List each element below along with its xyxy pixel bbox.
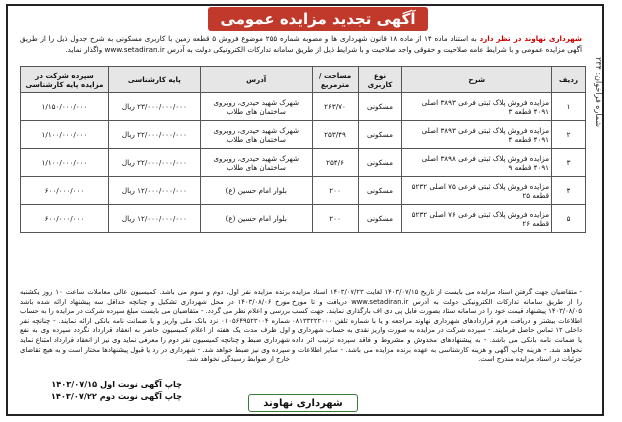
cell-base-price: ۲۲/۰۰۰/۰۰۰/۰۰۰ ریال bbox=[108, 149, 200, 177]
cell-row-number: ۱ bbox=[552, 93, 586, 121]
publication-dates bbox=[22, 378, 182, 402]
title-banner bbox=[208, 7, 428, 31]
cell-usage: مسکونی bbox=[358, 93, 402, 121]
cell-description: مزایده فروش پلاک ثبتی فرعی ۷۵ اصلی ۵۲۳۲ قطعه ۲۵ bbox=[402, 177, 552, 205]
cell-base-price: ۱۲/۰۰۰/۰۰۰/۰۰۰ ریال bbox=[108, 205, 200, 233]
cell-description: مزایده فروش پلاک ثبتی فرعی ۳۸۹۳ اصلی ۴۰۹۱ قطعه ۳ bbox=[402, 93, 552, 121]
cell-description: مزایده فروش پلاک ثبتی فرعی ۷۶ اصلی ۵۲۳۲ قطعه ۲۶ bbox=[402, 205, 552, 233]
header-description: شرح bbox=[402, 67, 552, 93]
table-row bbox=[21, 149, 586, 177]
cell-row-number: ۴ bbox=[552, 177, 586, 205]
notice-title: آگهی تجدید مزایده عمومی bbox=[220, 10, 416, 28]
cell-area: ۲۶۳/۷۰ bbox=[312, 93, 358, 121]
table-row bbox=[21, 93, 586, 121]
cell-address: شهرک شهید حیدری، روبروی ساختمان های طلاب bbox=[200, 93, 312, 121]
cell-description: مزایده فروش پلاک ثبتی فرعی ۳۸۹۸ اصلی ۴۰۹۱ قطعه ۹ bbox=[402, 149, 552, 177]
notice-frame bbox=[6, 4, 604, 416]
side-label: شماره فراخوان: ۲۳۴ bbox=[594, 56, 603, 128]
header-row-number: ردیف bbox=[552, 67, 586, 93]
intro-lead: شهرداری نهاوند در نظر دارد bbox=[479, 34, 582, 43]
cell-area: ۲۵۴/۶ bbox=[312, 149, 358, 177]
cell-row-number: ۲ bbox=[552, 121, 586, 149]
auction-table bbox=[20, 66, 586, 233]
header-address: آدرس bbox=[200, 67, 312, 93]
cell-base-price: ۲۳/۰۰۰/۰۰۰/۰۰۰ ریال bbox=[108, 93, 200, 121]
second-publication-date: چاپ آگهی نوبت دوم ۱۴۰۳/۰۷/۲۲ bbox=[50, 391, 182, 401]
cell-deposit: ۱/۱۰۰/۰۰۰/۰۰۰ bbox=[21, 149, 109, 177]
cell-row-number: ۳ bbox=[552, 149, 586, 177]
cell-address: شهرک شهید حیدری، روبروی ساختمان های طلاب bbox=[200, 149, 312, 177]
cell-description: مزایده فروش پلاک ثبتی فرعی ۳۸۹۳ اصلی ۴۰۹۱ قطعه ۴ bbox=[402, 121, 552, 149]
cell-area: ۲۰۰ bbox=[312, 177, 358, 205]
cell-area: ۲۵۳/۴۹ bbox=[312, 121, 358, 149]
cell-address: بلوار امام حسین (ع) bbox=[200, 205, 312, 233]
cell-row-number: ۵ bbox=[552, 205, 586, 233]
cell-usage: مسکونی bbox=[358, 177, 402, 205]
cell-base-price: ۱۲/۰۰۰/۰۰۰/۰۰۰ ریال bbox=[108, 177, 200, 205]
cell-usage: مسکونی bbox=[358, 149, 402, 177]
header-area: مساحت / مترمربع bbox=[312, 67, 358, 93]
intro-paragraph bbox=[20, 34, 582, 55]
conditions-right: - متقاضیان جهت گرفتن اسناد مزایده می بایست از تاریخ ۱۴۰۳/۰۷/۱۵ لغایت ۱۴۰۳/۰۷/۲۳ اسناد مزایده را از طریق سامانه تدارکات الکترونیکی دولت به آدرس www.setadiran.ir دریافت و تا مورخ ۱۴۰۳/۰۸/۰۵ پیشنهاد قیمت خود را در سامانه ستاد بصورت فایل پی دی اف بارگذاری نمایند. جهت کسب اطلاعات بیشتر و دریافت فرم قراردادهای شهرداری نهاوند مراجعه و یا با شماره تلفن ۰۸۱۳۳۲۲۲۰۰۰ داخلی ۱۲ تماس حاصل فرمایند. - سپرده شرکت در مزایده به صورت واریز نقدی به حساب شهرداری و یا ضمانت نامه بانکی می باشد. - به پیشنهادهای مخدوش و مشروط و فاقد سپرده ترتیب اثر داده نخواهد شد. - هزینه چاپ آگهی و هزینه کارشناسی به عهده برنده مزایده می باشد. - سایر اطلاعات و جزئیات در اسناد مزایده مندرج است. bbox=[292, 288, 582, 364]
cell-usage: مسکونی bbox=[358, 205, 402, 233]
cell-deposit: ۶۰۰/۰۰۰/۰۰۰ bbox=[21, 205, 109, 233]
cell-usage: مسکونی bbox=[358, 121, 402, 149]
header-base-price: پایه کارشناسی bbox=[108, 67, 200, 93]
issuer-signature: شهرداری نهاوند bbox=[248, 394, 358, 412]
header-usage: نوع کاربری bbox=[358, 67, 402, 93]
cell-base-price: ۲۲/۰۰۰/۰۰۰/۰۰۰ ریال bbox=[108, 121, 200, 149]
cell-address: بلوار امام حسین (ع) bbox=[200, 177, 312, 205]
intro-body: به استناد ماده ۱۴ از ماده ۱۸ قانون شهرداری ها و مصوبه شماره ۲۵۵ موضوع فروش ۵ قطعه زمین با کاربری مسکونی به شرح جدول ذیل را از طریق آگهی مزایده عمومی و با شرایط عامه صلاحیت و حقوقی واجد صلاحیت و با شرایط ذیل از طریق سامانه تدارکات الکترونیکی دولت به آدرس www.setadiran.ir واگذار نماید. bbox=[20, 34, 582, 54]
header-deposit: سپرده شرکت در مزایده پایه کارشناسی bbox=[21, 67, 109, 93]
cell-deposit: ۱/۱۰۰/۰۰۰/۰۰۰ bbox=[21, 121, 109, 149]
table-row bbox=[21, 177, 586, 205]
conditions-left: برنده مزایده نفر اول، دوم و سوم می باشد. کمیسیون عالی معاملات ساعت ۱۰ روز یکشنبه مورخ ۱۴۰۳/۰۸/۰۶ در محل شهرداری تشکیل و چنانچه حداقل سه پیشنهاد ارائه شده باشد بررسی و اعلام نظر می گردد. - متقاضیان می بایست مبلغ سپرده شرکت در مزایده را به حساب شماره ۰۱۰۵۶۴۹۵۲۳۰۰۴ نزد بانک ملی واریز و یا ضمانت نامه بانکی ارائه نمایند. - چنانچه نفر اول ظرف مدت یک هفته از اعلام کمیسیون حاضر به انعقاد قرارداد نگردد سپرده وی به نفع شهرداری ضبط و چنانچه کمیسیون نفر دوم را معرفی نماید وی نیز از انعقاد قرارداد امتناع نماید سپرده وی نیز ضبط خواهد شد. - شهرداری در رد یا قبول پیشنهادها مختار است و به هیچ تقاضای خارج از ضوابط رسیدگی نخواهد شد. bbox=[20, 288, 290, 364]
first-publication-date: چاپ آگهی نوبت اول ۱۴۰۳/۰۷/۱۵ bbox=[51, 379, 182, 389]
cell-deposit: ۱/۱۵۰/۰۰۰/۰۰۰ bbox=[21, 93, 109, 121]
cell-area: ۲۰۰ bbox=[312, 205, 358, 233]
cell-deposit: ۶۰۰/۰۰۰/۰۰۰ bbox=[21, 177, 109, 205]
cell-address: شهرک شهید حیدری، روبروی ساختمان های طلاب bbox=[200, 121, 312, 149]
table-row bbox=[21, 205, 586, 233]
table-row bbox=[21, 121, 586, 149]
table-header-row bbox=[21, 67, 586, 93]
